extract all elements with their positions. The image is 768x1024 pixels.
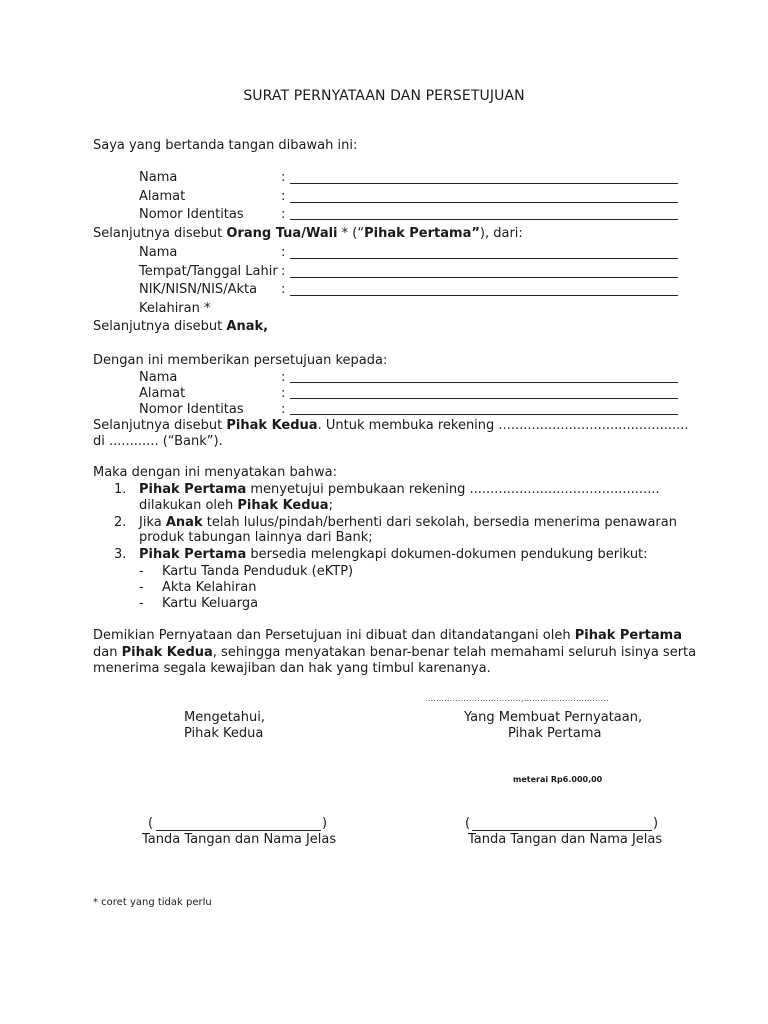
colon: : (281, 370, 286, 385)
page-title: SURAT PERNYATAAN DAN PERSETUJUAN (243, 88, 525, 104)
left-sig-close: ) (322, 816, 328, 831)
statement-pihak-kedua: Selanjutnya disebut Pihak Kedua. Untuk membuka rekening .............................................. (93, 418, 689, 433)
dash: - (139, 580, 144, 595)
closing-line-2: dan Pihak Kedua, sehingga menyatakan benar-benar telah memahami seluruh isinya serta (93, 645, 697, 660)
list-number-1: 1. (114, 482, 127, 497)
statement-orang-tua: Selanjutnya disebut Orang Tua/Wali * (“Pihak Pertama”), dari: (93, 226, 523, 241)
field-label-nomor-1: Nomor Identitas (139, 207, 244, 222)
fill-line-alamat-1[interactable] (290, 202, 678, 203)
place-date[interactable]: ...................................,............................... (425, 694, 609, 703)
field-label-nama-3: Nama (139, 370, 178, 385)
footnote-star: * (93, 897, 98, 908)
fill-line-nomor-3[interactable] (290, 414, 678, 415)
left-sig-caption: Tanda Tangan dan Nama Jelas (142, 832, 337, 847)
fill-line-nomor-1[interactable] (290, 219, 678, 220)
consent-intro: Dengan ini memberikan persetujuan kepada: (93, 353, 388, 368)
dash: - (139, 596, 144, 611)
meterai-label: meterai Rp6.000,00 (513, 775, 603, 784)
colon: : (281, 386, 286, 401)
list-item-2: Jika Anak telah lulus/pindah/berhenti dari sekolah, bersedia menerima penawaran (139, 515, 677, 530)
colon: : (281, 282, 286, 297)
fill-line-nama-3[interactable] (290, 382, 678, 383)
colon: : (281, 264, 286, 279)
left-sig-role: Pihak Kedua (184, 726, 264, 741)
field-label-nomor-3: Nomor Identitas (139, 402, 244, 417)
fill-line-nik[interactable] (290, 295, 678, 296)
colon: : (281, 402, 286, 417)
statement-bank: di ............ (“Bank”). (93, 434, 223, 449)
doc-item: Kartu Keluarga (162, 596, 259, 611)
field-label-nama-1: Nama (139, 170, 178, 185)
colon: : (281, 189, 286, 204)
list-number-3: 3. (114, 547, 127, 562)
fill-line-nama-2[interactable] (290, 258, 678, 259)
left-sig-open: ( (148, 816, 154, 831)
field-label-kelahiran: Kelahiran * (139, 301, 211, 316)
fill-line-nama-1[interactable] (290, 183, 678, 184)
left-sig-line[interactable] (156, 830, 321, 831)
right-sig-role: Pihak Pertama (508, 726, 602, 741)
left-sig-heading: Mengetahui, (184, 710, 265, 725)
field-label-nik: NIK/NISN/NIS/Akta (139, 282, 258, 297)
doc-item: Akta Kelahiran (162, 580, 257, 595)
field-label-alamat-1: Alamat (139, 189, 186, 204)
field-label-alamat-3: Alamat (139, 386, 186, 401)
statement-anak: Selanjutnya disebut Anak, (93, 319, 269, 334)
colon: : (281, 170, 286, 185)
intro-text: Saya yang bertanda tangan dibawah ini: (93, 138, 358, 153)
list-item-3: Pihak Pertama bersedia melengkapi dokumen-dokumen pendukung berikut: (139, 547, 648, 562)
right-sig-heading: Yang Membuat Pernyataan, (464, 710, 643, 725)
right-sig-open: ( (465, 816, 471, 831)
colon: : (281, 245, 286, 260)
doc-item: Kartu Tanda Penduduk (eKTP) (162, 564, 354, 579)
field-label-ttl: Tempat/Tanggal Lahir (139, 264, 278, 279)
list-number-2: 2. (114, 515, 127, 530)
declaration-intro: Maka dengan ini menyatakan bahwa: (93, 465, 337, 480)
right-sig-line[interactable] (472, 830, 652, 831)
fill-line-alamat-3[interactable] (290, 398, 678, 399)
closing-line-1: Demikian Pernyataan dan Persetujuan ini dibuat dan ditandatangani oleh Pihak Pertama (93, 628, 682, 643)
list-item-1-cont: dilakukan oleh Pihak Kedua; (139, 498, 333, 513)
colon: : (281, 207, 286, 222)
right-sig-caption: Tanda Tangan dan Nama Jelas (468, 832, 663, 847)
field-label-nama-2: Nama (139, 245, 178, 260)
right-sig-close: ) (653, 816, 659, 831)
list-item-2-cont: produk tabungan lainnya dari Bank; (139, 530, 373, 545)
footnote: * coret yang tidak perlu (93, 897, 212, 908)
list-item-1: Pihak Pertama menyetujui pembukaan rekening .............................................. (139, 482, 660, 497)
closing-line-3: menerima segala kewajiban dan hak yang timbul karenanya. (93, 661, 491, 676)
dash: - (139, 564, 144, 579)
fill-line-ttl[interactable] (290, 277, 678, 278)
